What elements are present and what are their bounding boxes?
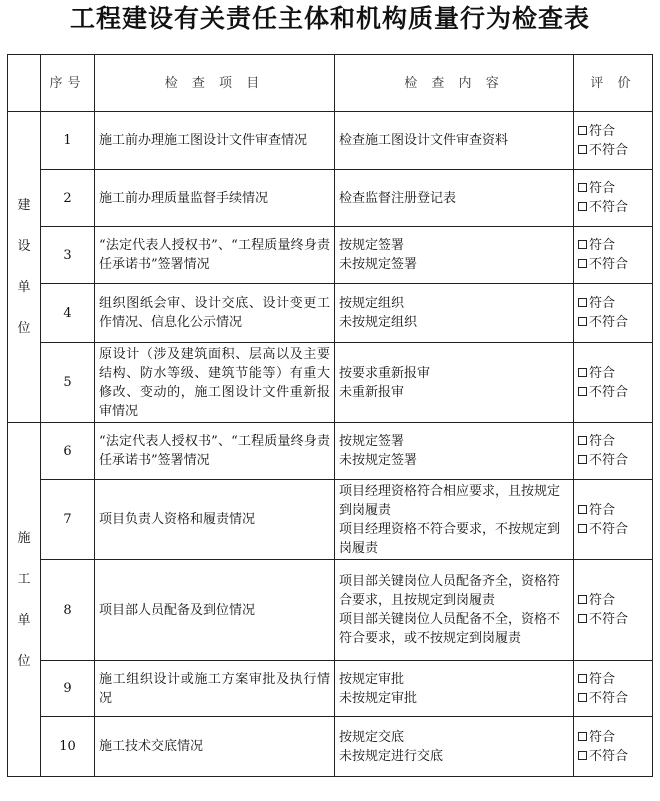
checkbox[interactable] xyxy=(578,368,587,377)
eval-option[interactable] xyxy=(578,236,648,255)
eval-option[interactable] xyxy=(578,179,648,198)
unit-cell xyxy=(8,423,41,777)
item-cell: 原设计（涉及建筑面积、层高以及主要结构、防水等级、建筑节能等）有重大修改、变动的，施工图设计文件重新报审情况 xyxy=(95,343,335,423)
eval-option-label: 符合 xyxy=(589,502,616,518)
checkbox[interactable] xyxy=(578,505,587,514)
item-cell: “法定代表人授权书”、“工程质量终身责任承诺书”签署情况 xyxy=(95,227,335,284)
item-cell: 组织图纸会审、设计交底、设计变更工作情况、信息化公示情况 xyxy=(95,284,335,343)
item-cell: 施工前办理施工图设计文件审查情况 xyxy=(95,112,335,170)
checkbox[interactable] xyxy=(578,202,587,211)
checkbox[interactable] xyxy=(578,317,587,326)
content-line: 按规定签署 xyxy=(339,434,405,449)
checkbox[interactable] xyxy=(578,298,587,307)
content-cell xyxy=(335,343,574,423)
content-cell xyxy=(335,423,574,480)
content-line: 未按规定签署 xyxy=(339,453,418,468)
table-row xyxy=(8,661,653,717)
item-cell: 施工组织设计或施工方案审批及执行情况 xyxy=(95,661,335,717)
unit-char: 施 xyxy=(17,530,31,546)
checkbox[interactable] xyxy=(578,126,587,135)
seq-cell: 5 xyxy=(41,343,95,423)
checkbox[interactable] xyxy=(578,524,587,533)
checkbox[interactable] xyxy=(578,614,587,623)
table-row xyxy=(8,480,653,560)
seq-cell: 6 xyxy=(41,423,95,480)
checkbox[interactable] xyxy=(578,387,587,396)
eval-option-label: 符合 xyxy=(589,296,616,311)
eval-option-label: 不符合 xyxy=(589,521,629,537)
content-line: 未重新报审 xyxy=(339,384,405,400)
item-cell: “法定代表人授权书”、“工程质量终身责任承诺书”签署情况 xyxy=(95,423,335,480)
eval-cell xyxy=(574,284,653,343)
item-cell: 项目部人员配备及到位情况 xyxy=(95,560,335,661)
table-row xyxy=(8,343,653,423)
content-line: 按要求重新报审 xyxy=(339,365,431,381)
eval-option[interactable] xyxy=(578,383,648,402)
content-line: 项目经理资格符合相应要求，且按规定到岗履责 xyxy=(339,483,561,518)
seq-cell: 7 xyxy=(41,480,95,560)
eval-option-label: 不符合 xyxy=(589,384,629,400)
table-row xyxy=(8,717,653,777)
eval-option[interactable] xyxy=(578,610,648,629)
unit-char: 位 xyxy=(17,321,31,336)
eval-option-label: 不符合 xyxy=(589,257,629,272)
content-line: 未按规定进行交底 xyxy=(339,748,444,764)
eval-option-label: 不符合 xyxy=(589,200,629,215)
eval-option-label: 不符合 xyxy=(589,315,629,330)
content-line: 未按规定组织 xyxy=(339,315,418,330)
header-eval: 评 价 xyxy=(574,55,653,112)
eval-cell xyxy=(574,343,653,423)
unit-char: 建 xyxy=(17,198,31,213)
content-cell xyxy=(335,661,574,717)
seq-cell: 2 xyxy=(41,170,95,227)
header-seq: 序号 xyxy=(41,55,95,112)
seq-cell: 8 xyxy=(41,560,95,661)
eval-option[interactable] xyxy=(578,501,648,520)
eval-cell xyxy=(574,227,653,284)
eval-option[interactable] xyxy=(578,689,648,708)
content-line: 按规定审批 xyxy=(339,671,405,687)
checkbox[interactable] xyxy=(578,751,587,760)
content-cell xyxy=(335,717,574,777)
table-row xyxy=(8,423,653,480)
content-line: 项目经理资格不符合要求，不按规定到岗履责 xyxy=(339,521,561,556)
table-row xyxy=(8,170,653,227)
content-line: 检查施工图设计文件审查资料 xyxy=(339,133,509,148)
eval-option[interactable] xyxy=(578,198,648,217)
table-row xyxy=(8,284,653,343)
checkbox[interactable] xyxy=(578,240,587,249)
unit-label xyxy=(12,196,36,338)
eval-option[interactable] xyxy=(578,451,648,470)
content-line: 按规定交底 xyxy=(339,729,405,745)
eval-option[interactable] xyxy=(578,520,648,539)
seq-cell: 1 xyxy=(41,112,95,170)
checkbox[interactable] xyxy=(578,436,587,445)
eval-option-label: 不符合 xyxy=(589,612,629,627)
eval-option[interactable] xyxy=(578,122,648,141)
eval-option-label: 符合 xyxy=(589,434,616,449)
seq-cell: 3 xyxy=(41,227,95,284)
seq-cell: 9 xyxy=(41,661,95,717)
unit-char: 设 xyxy=(17,239,31,254)
eval-cell xyxy=(574,423,653,480)
content-line: 项目部关键岗位人员配备不全，资格不符合要求，或不按规定到岗履责 xyxy=(339,612,561,646)
item-cell: 施工前办理质量监督手续情况 xyxy=(95,170,335,227)
unit-cell xyxy=(8,112,41,423)
header-content: 检 查 内 容 xyxy=(335,55,574,112)
eval-cell xyxy=(574,560,653,661)
eval-option-label: 符合 xyxy=(589,593,616,608)
item-cell: 项目负责人资格和履责情况 xyxy=(95,480,335,560)
eval-cell xyxy=(574,170,653,227)
checkbox[interactable] xyxy=(578,183,587,192)
eval-option[interactable] xyxy=(578,728,648,747)
table-row xyxy=(8,227,653,284)
checkbox[interactable] xyxy=(578,674,587,683)
eval-option[interactable] xyxy=(578,364,648,383)
inspection-table xyxy=(7,54,653,777)
unit-label xyxy=(12,529,36,671)
checkbox[interactable] xyxy=(578,259,587,268)
eval-option[interactable] xyxy=(578,670,648,689)
content-line: 未按规定审批 xyxy=(339,690,418,706)
content-cell xyxy=(335,480,574,560)
content-line: 未按规定签署 xyxy=(339,257,418,272)
content-cell xyxy=(335,284,574,343)
checkbox[interactable] xyxy=(578,145,587,154)
header-unit xyxy=(8,55,41,112)
eval-option-label: 不符合 xyxy=(589,690,629,706)
eval-cell xyxy=(574,661,653,717)
eval-option-label: 符合 xyxy=(589,123,616,139)
eval-option-label: 符合 xyxy=(589,729,616,745)
content-line: 按规定组织 xyxy=(339,296,405,311)
page-title: 工程建设有关责任主体和机构质量行为检查表 xyxy=(69,4,590,33)
content-line: 按规定签署 xyxy=(339,238,405,253)
unit-char: 工 xyxy=(17,571,31,587)
eval-option-label: 不符合 xyxy=(589,453,629,468)
eval-option-label: 符合 xyxy=(589,671,616,687)
checkbox[interactable] xyxy=(578,455,587,464)
seq-cell: 4 xyxy=(41,284,95,343)
content-cell xyxy=(335,112,574,170)
checkbox[interactable] xyxy=(578,693,587,702)
checkbox[interactable] xyxy=(578,732,587,741)
table-row xyxy=(8,112,653,170)
eval-option[interactable] xyxy=(578,591,648,610)
eval-option[interactable] xyxy=(578,313,648,332)
unit-char: 单 xyxy=(17,280,31,295)
content-cell xyxy=(335,560,574,661)
eval-option[interactable] xyxy=(578,141,648,160)
eval-option[interactable] xyxy=(578,432,648,451)
eval-cell xyxy=(574,480,653,560)
content-line: 项目部关键岗位人员配备齐全，资格符合要求，且按规定到岗履责 xyxy=(339,574,561,608)
eval-option[interactable] xyxy=(578,255,648,274)
content-cell xyxy=(335,170,574,227)
eval-option-label: 符合 xyxy=(589,238,616,253)
table-row xyxy=(8,560,653,661)
header-item: 检 查 项 目 xyxy=(95,55,335,112)
eval-option[interactable] xyxy=(578,747,648,766)
item-cell: 施工技术交底情况 xyxy=(95,717,335,777)
eval-option-label: 不符合 xyxy=(589,748,629,764)
eval-option-label: 不符合 xyxy=(589,142,629,158)
content-line: 检查监督注册登记表 xyxy=(339,190,457,206)
content-cell xyxy=(335,227,574,284)
eval-cell xyxy=(574,717,653,777)
header-row xyxy=(8,55,653,112)
eval-cell xyxy=(574,112,653,170)
checkbox[interactable] xyxy=(578,595,587,604)
seq-cell: 10 xyxy=(41,717,95,777)
eval-option-label: 符合 xyxy=(589,181,616,196)
unit-char: 位 xyxy=(17,653,31,669)
unit-char: 单 xyxy=(17,612,31,628)
eval-option-label: 符合 xyxy=(589,365,616,381)
eval-option[interactable] xyxy=(578,294,648,313)
